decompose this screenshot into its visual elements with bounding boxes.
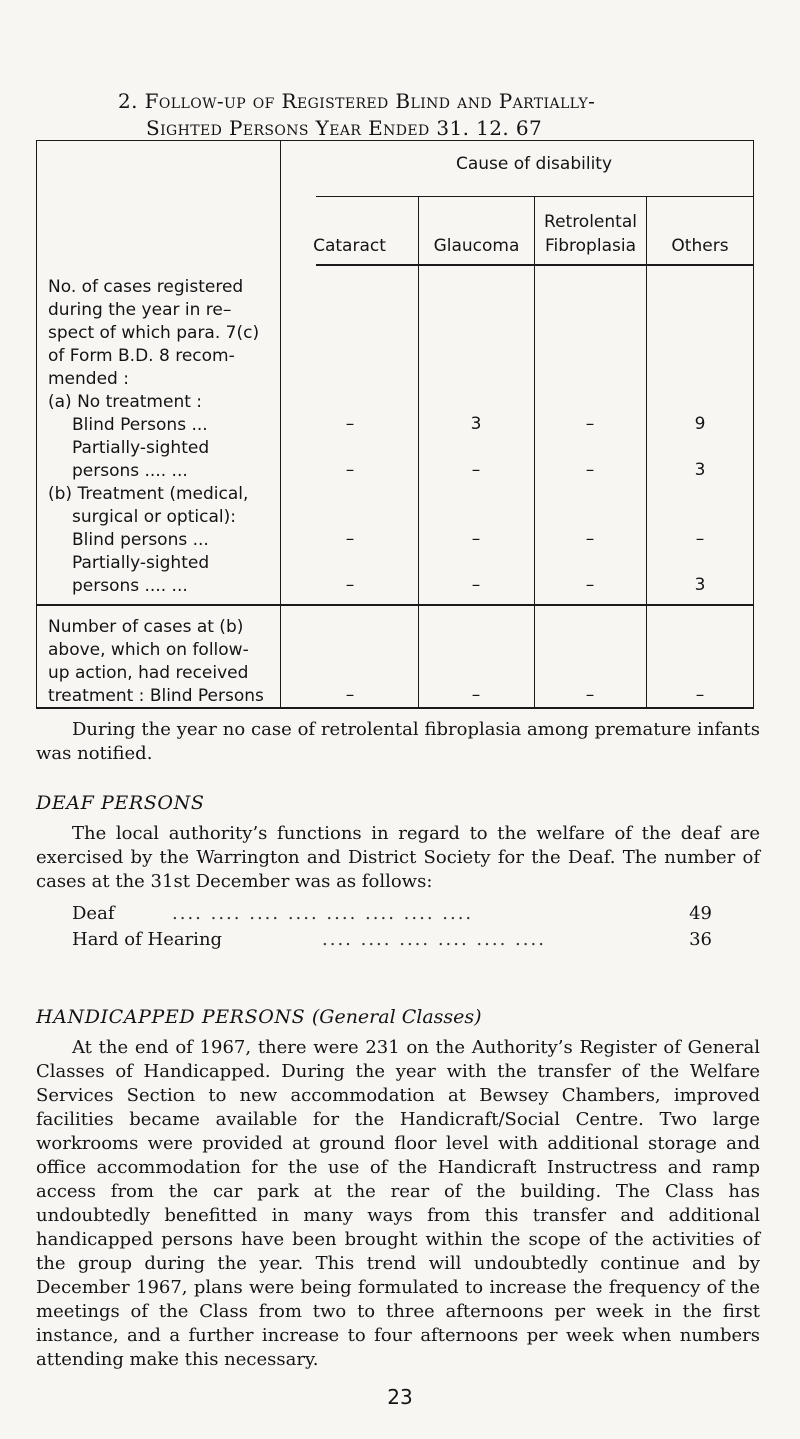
row-label-treatment: (b) Treatment (medical, xyxy=(48,484,249,504)
row-label-treatment-cont: surgical or optical): xyxy=(72,507,236,527)
row-label-partial-a: Partially-sighted xyxy=(72,438,210,458)
col-divider-2 xyxy=(534,196,535,708)
col-divider-1 xyxy=(418,196,419,708)
cause-header-rule xyxy=(316,196,754,197)
column-header-line1 xyxy=(281,210,418,234)
table-cell: – xyxy=(345,529,355,549)
table-cell: – xyxy=(345,575,355,595)
label-line: Number of cases at (b) xyxy=(48,617,244,637)
table-cell: – xyxy=(695,529,705,549)
label-line: treatment : Blind Persons xyxy=(48,686,264,706)
section1-label xyxy=(48,276,316,598)
row-label-partial-a-cont: persons .... ... xyxy=(72,461,188,481)
table-cell: 3 xyxy=(694,460,706,480)
handicapped-paragraph: At the end of 1967, there were 231 on the Authority’s Register of General Classes of Handicapped. During the year with the transfer of the Welfare Services Section to new accommodation at Bewsey Chambers, improved facilities became available for the Handicraft/Social Centre. Two large workrooms were provided at ground floor level with additional storage and office accommodation for the use of the Handicraft Instructress and ramp access from the car park at the rear of the building. The Class has undoubtedly benefitted in many ways from this transfer and additional handicapped persons have been brought within the scope of the activities of the group during the year. This trend will undoubtedly continue and by December 1967, plans were being formulated to increase the frequency of the meetings of the Class from two to three afternoons per week in the first instance, and a further increase to four afternoons per week when numbers attending make this necessary. xyxy=(36,1037,760,1370)
stat-label: Hard of Hearing xyxy=(72,929,223,950)
column-header-others xyxy=(647,210,753,258)
section-title-line2: Sighted Persons Year Ended 31. 12. 67 xyxy=(146,116,543,140)
handicapped-heading-main: HANDICAPPED PERSONS xyxy=(36,1006,306,1028)
column-header-line2: Others xyxy=(671,236,729,256)
column-header-line1 xyxy=(647,210,753,234)
column-header-line2: Glaucoma xyxy=(433,236,520,256)
table-cell: – xyxy=(345,414,355,434)
label-line: up action, had received xyxy=(48,663,249,683)
table-cell: – xyxy=(471,685,481,705)
handicapped-heading-sub: (General Classes) xyxy=(311,1006,482,1028)
table-cell: – xyxy=(471,529,481,549)
label-line: of Form B.D. 8 recom- xyxy=(48,346,235,366)
column-header-line2: Fibroplasia xyxy=(544,236,636,256)
column-header-line1 xyxy=(419,210,534,234)
deaf-count-row xyxy=(72,902,712,926)
label-line: No. of cases registered xyxy=(48,277,244,297)
table-left-border xyxy=(36,140,37,708)
row-label-partial-b-cont: persons .... ... xyxy=(72,576,188,596)
stat-value: 36 xyxy=(689,929,712,950)
table-cell: – xyxy=(345,685,355,705)
table-cell: 3 xyxy=(694,575,706,595)
deaf-persons-paragraph: The local authority’s functions in regard to the welfare of the deaf are exercised by the Warrington and District Society for the Deaf. The number of cases at the 31st December was as follows: xyxy=(36,823,760,892)
label-line: mended : xyxy=(48,369,129,389)
column-header-line2: Cataract xyxy=(313,236,386,256)
column-header-retrolental xyxy=(535,210,646,258)
label-line: spect of which para. 7(c) xyxy=(48,323,260,343)
section-divider xyxy=(36,604,754,606)
table-cell: 3 xyxy=(470,414,482,434)
column-header-glaucoma xyxy=(419,210,534,258)
table-cell: – xyxy=(585,414,595,434)
table-cell: – xyxy=(471,575,481,595)
hard-of-hearing-row xyxy=(72,928,712,952)
table-cell: – xyxy=(471,460,481,480)
table-cell: – xyxy=(585,575,595,595)
table-cell: – xyxy=(345,460,355,480)
section2-label xyxy=(48,616,316,708)
stat-value: 49 xyxy=(689,903,712,924)
row-label-blind-b: Blind persons ... xyxy=(72,530,209,550)
section-title xyxy=(118,88,758,142)
table-top-border xyxy=(36,140,754,141)
row-label-blind-a: Blind Persons ... xyxy=(72,415,208,435)
row-label-partial-b: Partially-sighted xyxy=(72,553,210,573)
table-right-border xyxy=(753,140,754,708)
column-header-cataract xyxy=(281,210,418,258)
table-cell: – xyxy=(585,460,595,480)
handicapped-heading xyxy=(36,1006,482,1028)
disability-table xyxy=(36,140,754,708)
column-header-rule xyxy=(316,264,754,266)
page-number: 23 xyxy=(387,1385,413,1409)
label-line: above, which on follow- xyxy=(48,640,249,660)
table-cell: – xyxy=(585,685,595,705)
section-title-line1: 2. Follow-up of Registered Blind and Partially- xyxy=(118,89,596,113)
column-header-line1: Retrolental xyxy=(544,212,637,232)
leader-dots: .... .... .... .... .... .... .... .... xyxy=(172,903,474,924)
retrolental-note: During the year no case of retrolental fibroplasia among premature infants was notified. xyxy=(36,719,760,764)
label-line: during the year in re– xyxy=(48,300,232,320)
table-cell: 9 xyxy=(694,414,706,434)
label-line: (a) No treatment : xyxy=(48,392,203,412)
stat-label: Deaf xyxy=(72,903,115,924)
table-cell: – xyxy=(585,529,595,549)
col-divider-3 xyxy=(646,196,647,708)
leader-dots: .... .... .... .... .... .... xyxy=(322,929,546,950)
deaf-persons-heading: DEAF PERSONS xyxy=(36,792,205,814)
cause-of-disability-header: Cause of disability xyxy=(455,154,613,174)
table-cell: – xyxy=(695,685,705,705)
